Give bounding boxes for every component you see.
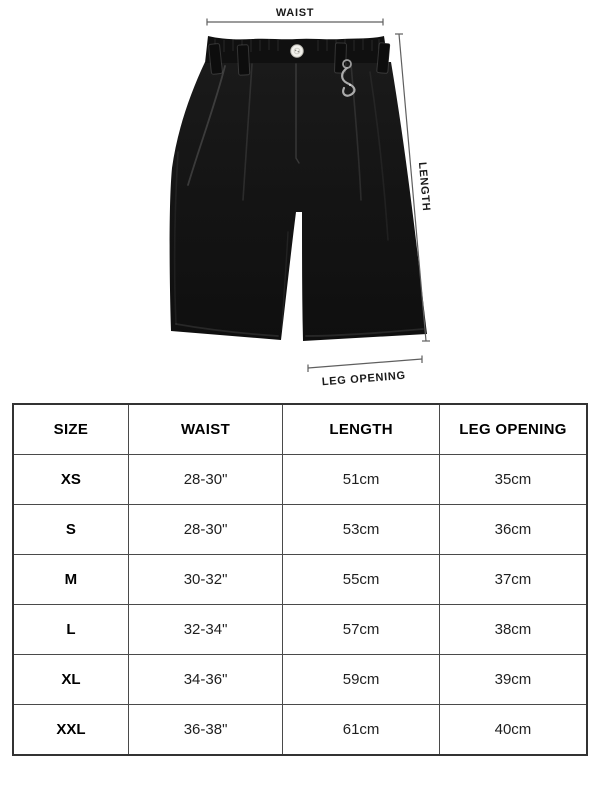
header-length: LENGTH bbox=[283, 404, 440, 455]
table-row bbox=[13, 555, 587, 605]
table-header-row bbox=[13, 404, 587, 455]
waist-value: 36-38" bbox=[128, 705, 282, 756]
size-label: L bbox=[13, 605, 128, 655]
waist-button bbox=[291, 45, 303, 57]
waist-measure-label: WAIST bbox=[275, 7, 315, 19]
size-label: XL bbox=[13, 655, 128, 705]
length-value: 53cm bbox=[283, 505, 440, 555]
length-value: 51cm bbox=[283, 455, 440, 505]
leg-opening-value: 38cm bbox=[439, 605, 587, 655]
table-row bbox=[13, 605, 587, 655]
waist-value: 30-32" bbox=[128, 555, 282, 605]
waist-measure bbox=[207, 19, 383, 26]
size-label: XS bbox=[13, 455, 128, 505]
length-value: 55cm bbox=[283, 555, 440, 605]
length-measure-label: LENGTH bbox=[415, 161, 433, 212]
table-row bbox=[13, 455, 587, 505]
shorts-body bbox=[170, 62, 427, 341]
table-row bbox=[13, 705, 587, 756]
leg-opening-value: 40cm bbox=[439, 705, 587, 756]
waist-value: 28-30" bbox=[128, 505, 282, 555]
waist-value: 34-36" bbox=[128, 655, 282, 705]
table-row bbox=[13, 505, 587, 555]
leg-opening-measure-label: LEG OPENING bbox=[321, 369, 407, 389]
leg-opening-value: 36cm bbox=[439, 505, 587, 555]
header-leg-opening: LEG OPENING bbox=[439, 404, 587, 455]
table-row bbox=[13, 655, 587, 705]
length-value: 57cm bbox=[283, 605, 440, 655]
header-waist: WAIST bbox=[128, 404, 282, 455]
size-label: S bbox=[13, 505, 128, 555]
waist-value: 28-30" bbox=[128, 455, 282, 505]
size-label: M bbox=[13, 555, 128, 605]
size-table bbox=[12, 403, 588, 756]
length-value: 59cm bbox=[283, 655, 440, 705]
waist-value: 32-34" bbox=[128, 605, 282, 655]
length-value: 61cm bbox=[283, 705, 440, 756]
leg-opening-value: 35cm bbox=[439, 455, 587, 505]
size-label: XXL bbox=[13, 705, 128, 756]
header-size: SIZE bbox=[13, 404, 128, 455]
leg-opening-value: 39cm bbox=[439, 655, 587, 705]
leg-opening-value: 37cm bbox=[439, 555, 587, 605]
